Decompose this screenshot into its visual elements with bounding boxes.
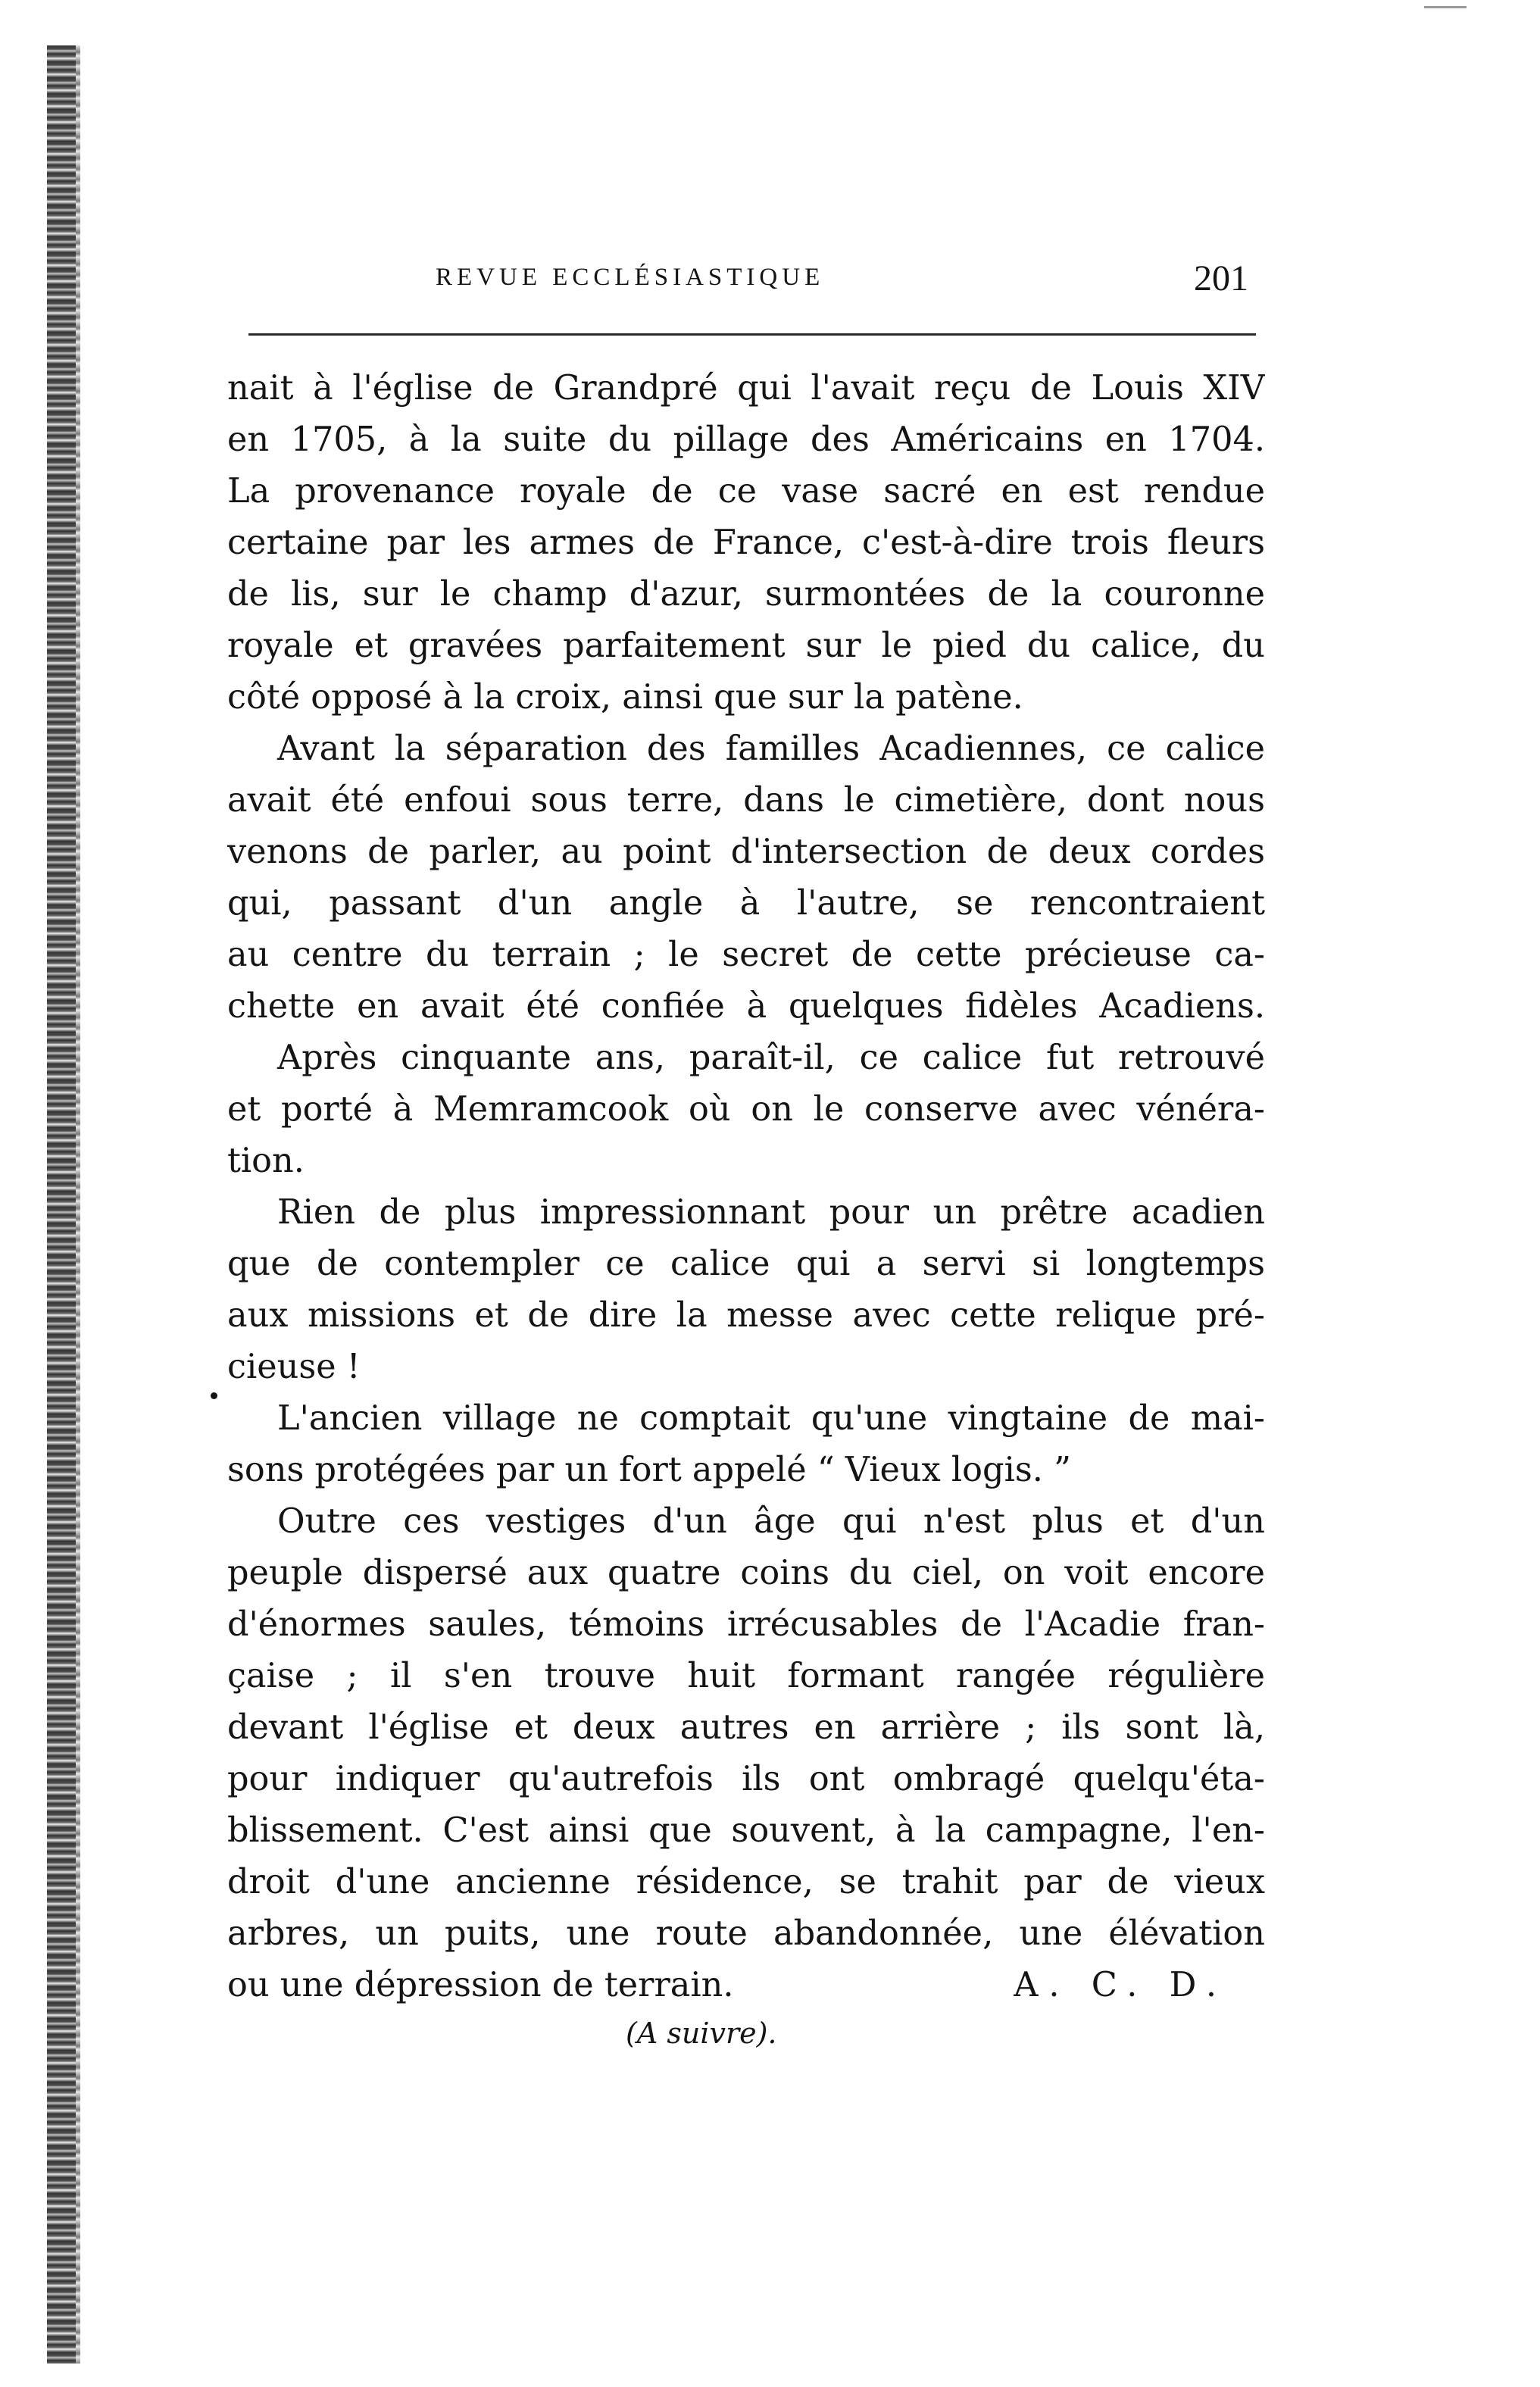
text-line: devant l'église et deux autres en arrière ; ils sont là, (227, 1707, 1265, 1747)
author-initials: A. C. D. (1014, 1965, 1227, 2004)
text-line: cieuse ! (227, 1347, 361, 1386)
header-rule (248, 333, 1256, 336)
book-binding-edge (47, 45, 76, 2364)
text-line: arbres, un puits, une route abandonnée, une élévation (227, 1914, 1265, 1953)
text-line: blissement. C'est ainsi que souvent, à la campagne, l'en- (227, 1811, 1265, 1850)
page-number: 201 (1194, 258, 1248, 298)
text-line: et porté à Memramcook où on le conserve avec vénéra- (227, 1089, 1265, 1129)
text-line: en 1705, à la suite du pillage des Américains en 1704. (227, 420, 1265, 459)
text-line: que de contempler ce calice qui a servi si longtemps (227, 1244, 1265, 1283)
text-line: d'énormes saules, témoins irrécusables de l'Acadie fran- (227, 1604, 1265, 1644)
text-line: chette en avait été confiée à quelques fidèles Acadiens. (227, 986, 1265, 1026)
text-line: Rien de plus impressionnant pour un prêtre acadien (277, 1192, 1265, 1232)
text-line: L'ancien village ne comptait qu'une vingtaine de mai- (277, 1398, 1265, 1438)
text-line: aux missions et de dire la messe avec cette relique pré- (227, 1295, 1265, 1335)
text-line: avait été enfoui sous terre, dans le cimetière, dont nous (227, 780, 1265, 820)
text-line: sons protégées par un fort appelé “ Vieux logis. ” (227, 1450, 1071, 1489)
text-line: nait à l'église de Grandpré qui l'avait reçu de Louis XIV (227, 368, 1265, 408)
scan-corner-mark (1424, 6, 1467, 8)
text-line: La provenance royale de ce vase sacré en est rendue (227, 471, 1265, 511)
text-line: qui, passant d'un angle à l'autre, se rencontraient (227, 883, 1265, 923)
text-line: Outre ces vestiges d'un âge qui n'est plus et d'un (277, 1501, 1265, 1541)
text-line: royale et gravées parfaitement sur le pied du calice, du (227, 626, 1265, 665)
margin-mark (211, 1392, 217, 1399)
text-line: certaine par les armes de France, c'est-à-dire trois fleurs (227, 523, 1265, 562)
text-line: au centre du terrain ; le secret de cette précieuse ca- (227, 935, 1265, 974)
text-line: de lis, sur le champ d'azur, surmontées de la couronne (227, 574, 1265, 614)
page-header (227, 258, 1265, 303)
text-line: ou une dépression de terrain. (227, 1965, 734, 2004)
closing-line (227, 1959, 1265, 2011)
binding-gutter (76, 45, 80, 2364)
text-line: peuple dispersé aux quatre coins du ciel, on voit encore (227, 1553, 1265, 1592)
continuation-note: (A suivre). (626, 2017, 777, 2050)
body-text (227, 362, 1265, 2011)
running-title: REVUE ECCLÉSIASTIQUE (436, 264, 825, 291)
text-line: pour indiquer qu'autrefois ils ont ombragé quelqu'éta- (227, 1759, 1265, 1798)
text-line: çaise ; il s'en trouve huit formant rangée régulière (227, 1656, 1265, 1695)
text-line: tion. (227, 1141, 305, 1180)
text-line: Avant la séparation des familles Acadiennes, ce calice (277, 729, 1265, 768)
text-line: côté opposé à la croix, ainsi que sur la patène. (227, 677, 1023, 717)
text-line: droit d'une ancienne résidence, se trahit par de vieux (227, 1862, 1265, 1901)
text-line: venons de parler, au point d'intersection de deux cordes (227, 832, 1265, 871)
text-line: Après cinquante ans, paraît-il, ce calice fut retrouvé (277, 1038, 1265, 1077)
